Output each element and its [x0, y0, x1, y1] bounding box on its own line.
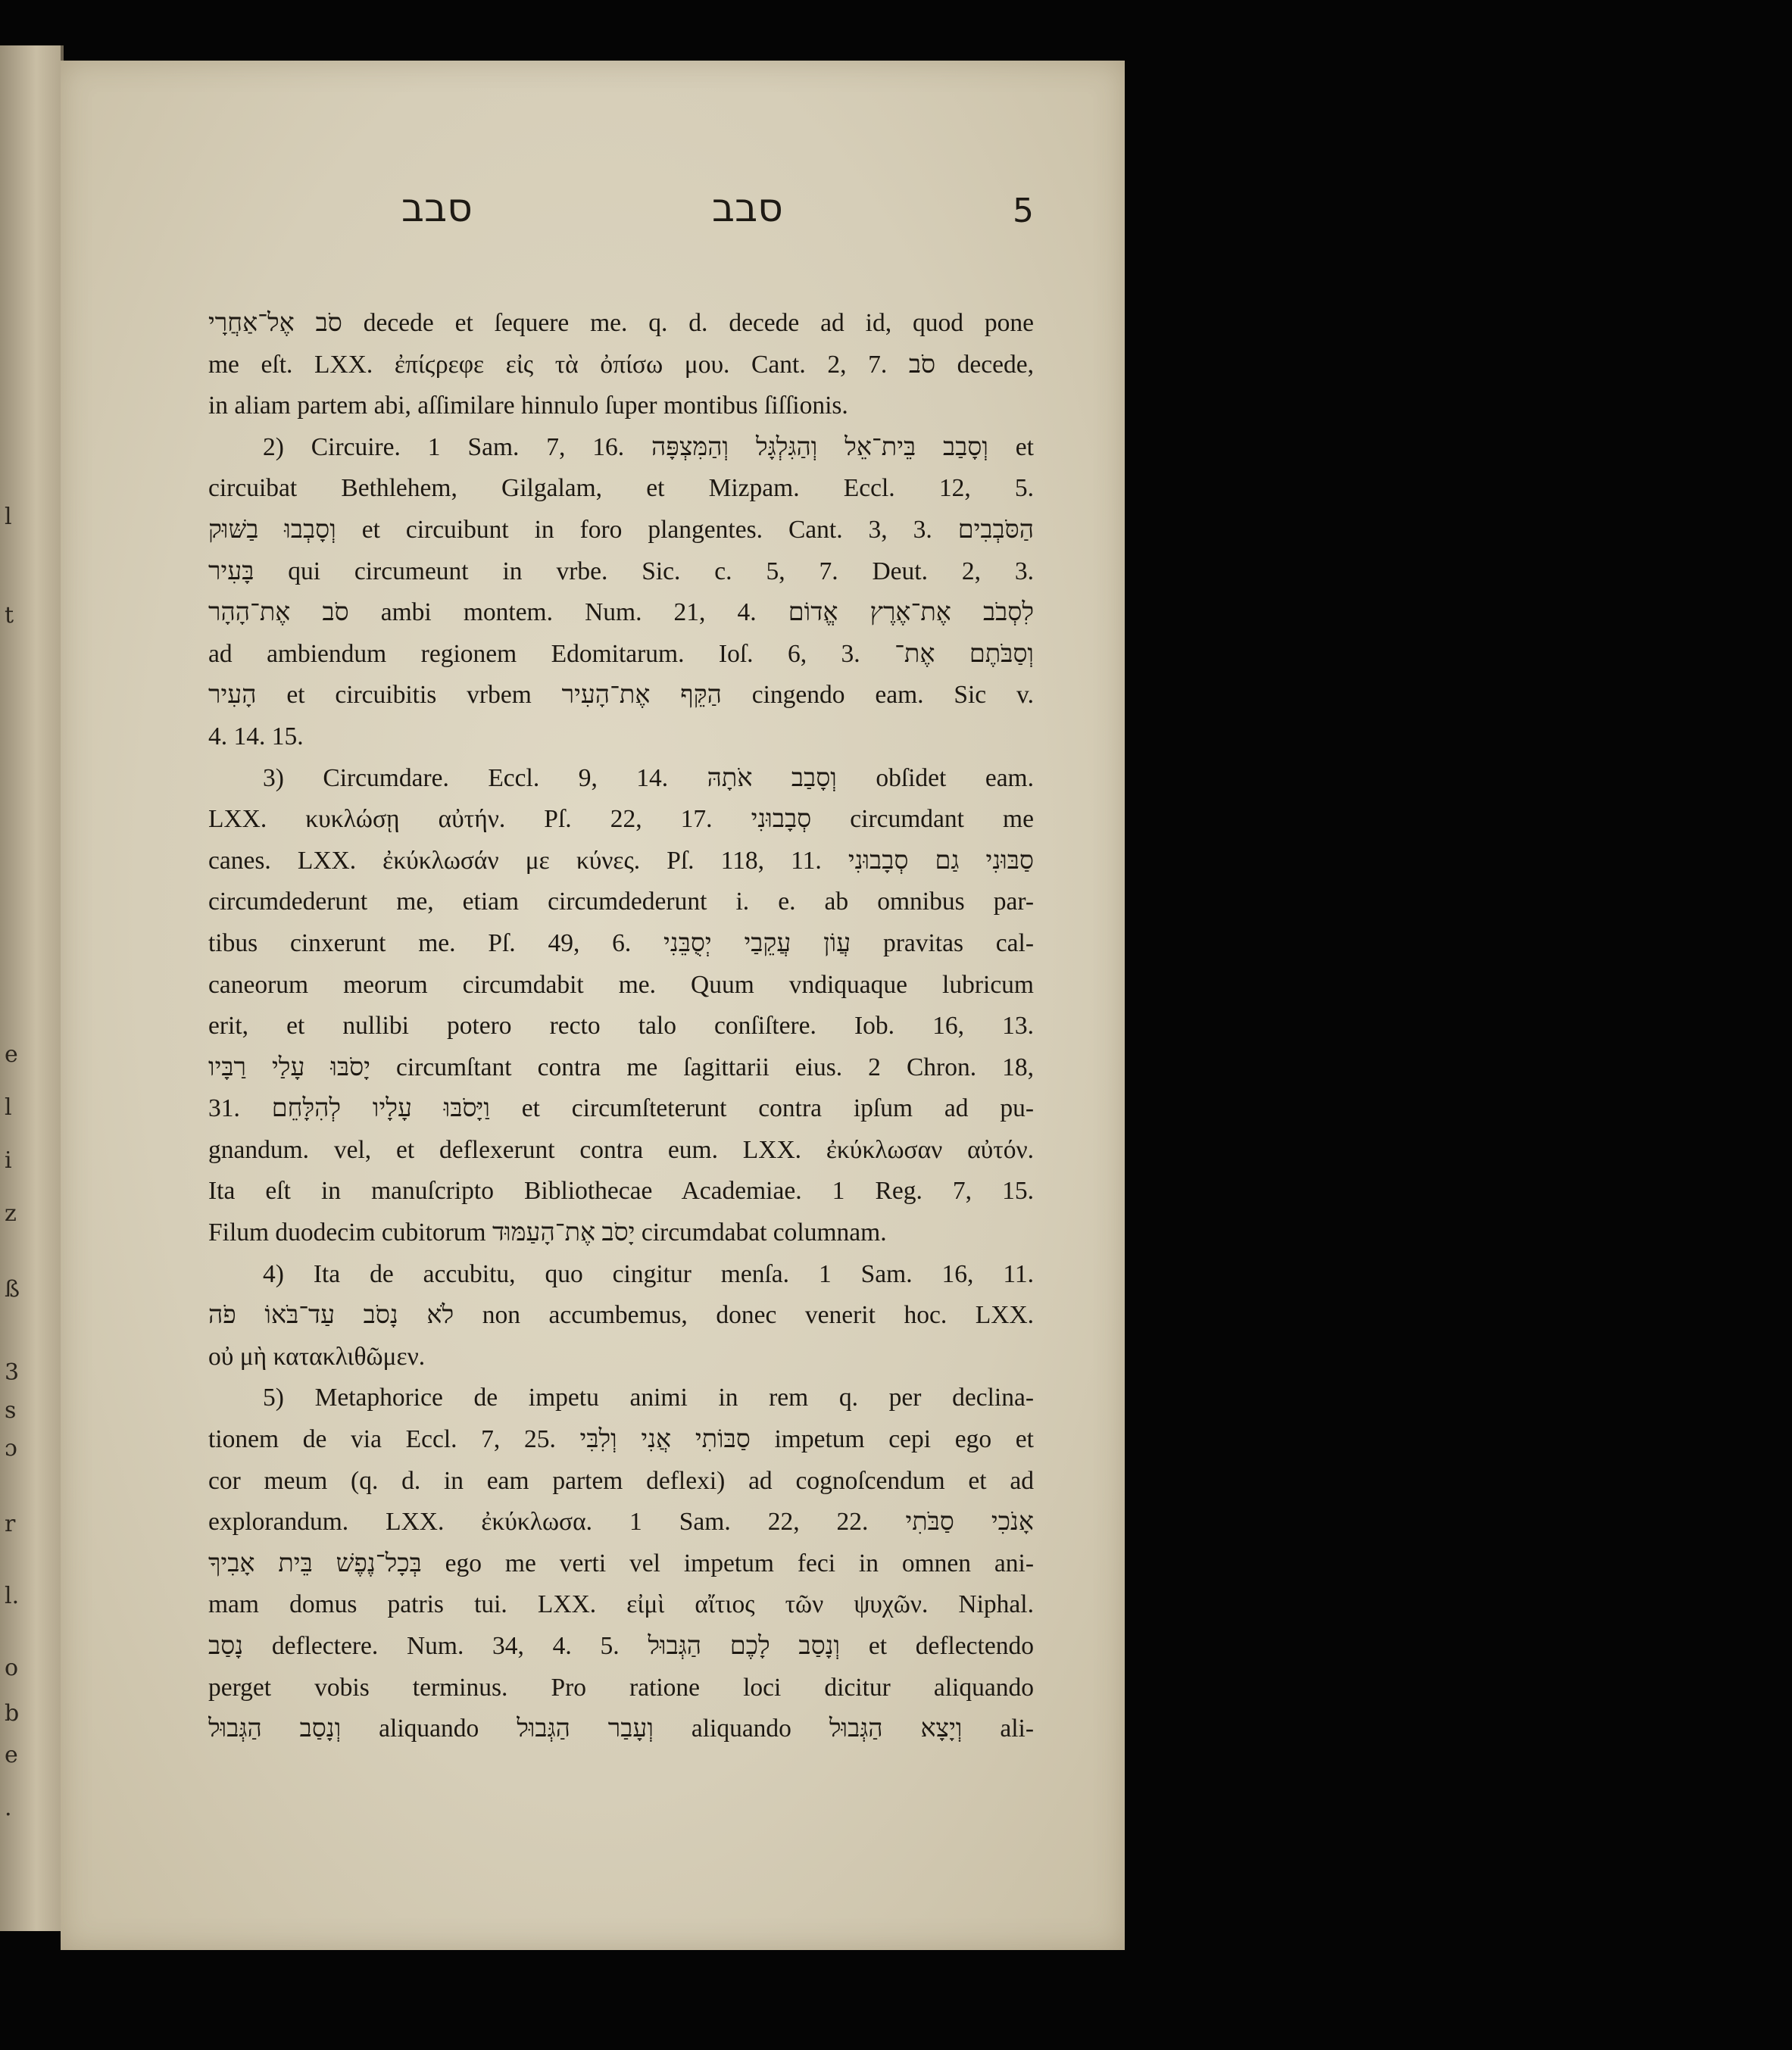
margin-char: ɔ — [5, 1435, 17, 1462]
text-line: tibus cinxerunt me. Pſ. 49, 6. עֲוֹן עֲקֵבַי יְסֻבֵּנִי pravitas cal- — [208, 928, 1034, 957]
text-line: 4) Ita de accubitu, quo cingitur menſa. 1 Sam. 16, 11. — [263, 1259, 1034, 1288]
page-body — [208, 303, 1034, 1750]
margin-char: l. — [5, 1583, 20, 1609]
margin-char: ß — [5, 1276, 20, 1303]
margin-char: 3 — [5, 1359, 20, 1386]
text-line: οὐ μὴ κατακλιθῶμεν. — [208, 1342, 426, 1371]
text-line: לֹא נָסֹב עַד־בֹּאוֹ פֹה non accumbemus, donec venerit hoc. LXX. — [208, 1301, 1034, 1330]
running-head-center-word: סבב — [712, 186, 783, 231]
text-line: וְנָסַב הַגְּבוּל aliquando וְעָבַר הַגְּבוּל aliquando וְיָצָא הַגְּבוּל ali- — [208, 1715, 1034, 1743]
adjacent-page-edge — [0, 45, 64, 1931]
text-line: erit, et nullibi potero recto talo conſiſtere. Iob. 16, 13. — [208, 1012, 1034, 1041]
text-line: 5) Metaphorice de impetu animi in rem q. per declina- — [263, 1384, 1034, 1412]
margin-char: e — [5, 1041, 18, 1068]
margin-char: l — [5, 1094, 12, 1121]
text-line: canes. LXX. ἐκύκλωσάν με κύνες. Pſ. 118, 11. סַבּוּנִי גַם סְבָבוּנִי — [208, 846, 1034, 875]
running-head — [61, 186, 1125, 246]
text-line: gnandum. vel, et deflexerunt contra eum. LXX. ἐκύκλωσαν αὐτόν. — [208, 1135, 1034, 1164]
text-line: explorandum. LXX. ἐκύκλωσα. 1 Sam. 22, 22. אָנֹכִי סַבֹּתִי — [208, 1508, 1034, 1537]
text-line: הָעִיר et circuibitis vrbem הַקֵּף אֶת־הָעִיר cingendo eam. Sic v. — [208, 681, 1034, 710]
margin-char: t — [5, 602, 14, 629]
text-line: LXX. κυκλώσῃ αὐτήν. Pſ. 22, 17. סְבָבוּנִי circumdant me — [208, 805, 1034, 834]
text-line: Ita eſt in manuſcripto Bibliothecae Academiae. 1 Reg. 7, 15. — [208, 1177, 1034, 1206]
margin-char: e — [5, 1742, 18, 1768]
text-line: יָסֹבּוּ עָלַי רַבָּיו circumſtant contra me ſagittarii eius. 2 Chron. 18, — [208, 1053, 1034, 1081]
margin-char: i — [5, 1147, 12, 1174]
margin-char: z — [5, 1200, 17, 1227]
text-line: caneorum meorum circumdabit me. Quum vndiquaque lubricum — [208, 970, 1034, 999]
text-line: tionem de via Eccl. 7, 25. סַבּוֹתִי אֲנִי וְלִבִּי impetum cepi ego et — [208, 1425, 1034, 1454]
text-line: בְּכָל־נֶפֶשׁ בֵּית אָבִיךָ ego me verti vel impetum feci in omnen ani- — [208, 1549, 1034, 1577]
text-line: ad ambiendum regionem Edomitarum. Ioſ. 6, 3. וְסַבֹּתֶם אֶת־ — [208, 639, 1034, 668]
text-line: בָּעִיר qui circumeunt in vrbe. Sic. c. 5, 7. Deut. 2, 3. — [208, 557, 1034, 585]
running-head-left-word: סבב — [401, 186, 473, 231]
margin-char: s — [5, 1397, 17, 1424]
text-line: סֹב אֶל־אַחֲרָי decede et ſequere me. q. d. decede ad id, quod pone — [208, 309, 1034, 337]
margin-char: o — [5, 1655, 19, 1681]
text-line: סֹב אֶת־הָהָר ambi montem. Num. 21, 4. לִסְבֹב אֶת־אֶרֶץ אֱדוֹם — [208, 598, 1034, 627]
text-line: 4. 14. 15. — [208, 722, 304, 750]
margin-char: l — [5, 504, 12, 530]
text-line: mam domus patris tui. LXX. εἰμὶ αἴτιος τῶν ψυχῶν. Niphal. — [208, 1590, 1034, 1619]
text-line: cor meum (q. d. in eam partem deflexi) ad cognoſcendum et ad — [208, 1466, 1034, 1495]
text-line: 2) Circuire. 1 Sam. 7, 16. וְסָבַב בֵּית־אֵל וְהַגִּלְגָּל וְהַמִּצְפָּה et — [263, 432, 1034, 461]
text-line: 3) Circumdare. Eccl. 9, 14. וְסָבַב אֹתָהּ obſidet eam. — [263, 763, 1034, 792]
text-line: perget vobis terminus. Pro ratione loci dicitur aliquando — [208, 1673, 1034, 1702]
page-number: 5 — [1013, 192, 1034, 230]
margin-char: r — [5, 1511, 16, 1537]
text-line: circumdederunt me, etiam circumdederunt i. e. ab omnibus par- — [208, 888, 1034, 916]
text-line: in aliam partem abi, aſſimilare hinnulo ſuper montibus ſiſſionis. — [208, 392, 848, 420]
book-page — [61, 61, 1125, 1950]
text-line: me eſt. LXX. ἐπίϛρεφε εἰς τὰ ὀπίσω μου. Cant. 2, 7. סֹב decede, — [208, 350, 1034, 379]
text-line: Filum duodecim cubitorum יָסֹב אֶת־הָעַמּוּד circumdabat columnam. — [208, 1218, 887, 1247]
text-line: 31. וַיָּסֹבּוּ עָלָיו לְהִלָּחֵם et circumſteterunt contra ipſum ad pu- — [208, 1094, 1034, 1123]
margin-char: . — [5, 1795, 12, 1821]
text-line: circuibat Bethlehem, Gilgalam, et Mizpam. Eccl. 12, 5. — [208, 474, 1034, 503]
margin-char: b — [5, 1700, 20, 1727]
text-line: נָסַב deflectere. Num. 34, 4. 5. וְנָסַב לָכֶם הַגְּבוּל et deflectendo — [208, 1632, 1034, 1660]
text-line: וְסָבְבוּ בַשּׁוּק et circuibunt in foro plangentes. Cant. 3, 3. הַסֹּבְבִים — [208, 515, 1034, 544]
